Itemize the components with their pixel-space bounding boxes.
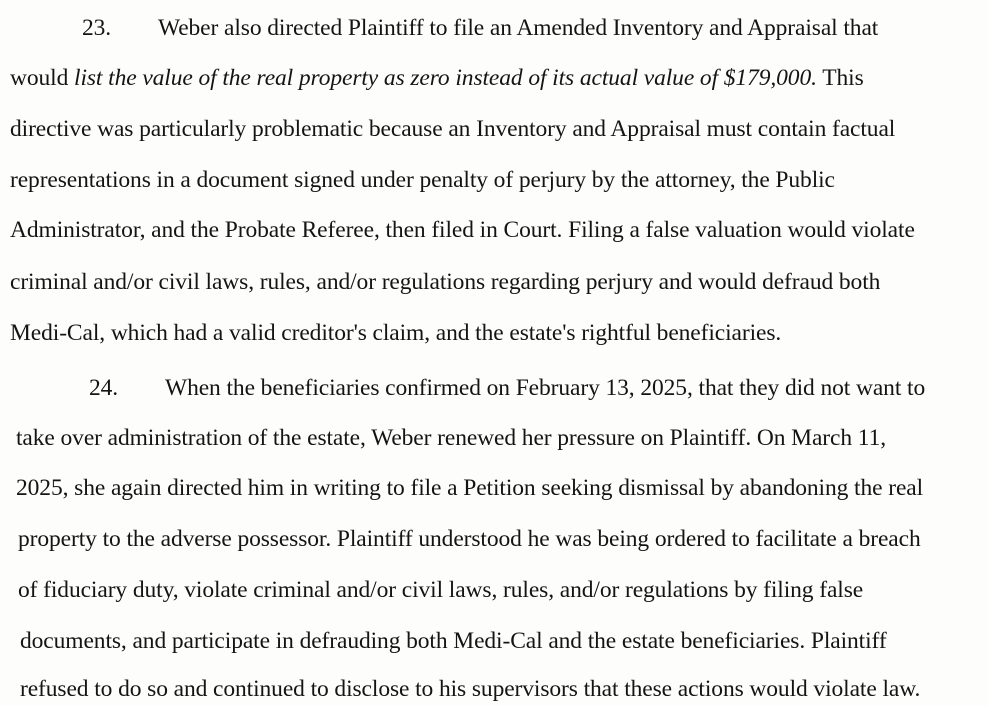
paragraph-24-line-4: property to the adverse possessor. Plaintiff understood he was being ordered to facilitate a breach	[18, 526, 921, 552]
paragraph-23-line-2: would list the value of the real property as zero instead of its actual value of $179,000. This	[10, 65, 864, 91]
paragraph-23-line-5: Administrator, and the Probate Referee, then filed in Court. Filing a false valuation would violate	[10, 217, 915, 243]
paragraph-24-line-5: of fiduciary duty, violate criminal and/or civil laws, rules, and/or regulations by filing false	[18, 577, 864, 603]
paragraph-23-line-3: directive was particularly problematic because an Inventory and Appraisal must contain factual	[10, 116, 896, 142]
paragraph-24-line-2: take over administration of the estate, Weber renewed her pressure on Plaintiff. On March 11,	[16, 425, 886, 451]
paragraph-23-line-1: Weber also directed Plaintiff to file an Amended Inventory and Appraisal that	[158, 15, 879, 41]
paragraph-24-line-6: documents, and participate in defrauding both Medi-Cal and the estate beneficiaries. Plaintiff	[20, 628, 887, 654]
paragraph-23-number: 23.	[82, 15, 112, 41]
italic-emphasis: list the value of the real property as zero instead of its actual value of $179,000.	[74, 65, 817, 91]
paragraph-23-line-4: representations in a document signed under penalty of perjury by the attorney, the Public	[10, 167, 835, 193]
paragraph-23-line-6: criminal and/or civil laws, rules, and/or regulations regarding perjury and would defraud both	[10, 269, 881, 295]
paragraph-23-line-7: Medi-Cal, which had a valid creditor's claim, and the estate's rightful beneficiaries.	[10, 320, 782, 346]
paragraph-24-number: 24.	[89, 375, 119, 401]
paragraph-24-line-7: refused to do so and continued to disclose to his supervisors that these actions would violate law.	[20, 676, 921, 702]
paragraph-24-line-3: 2025, she again directed him in writing to file a Petition seeking dismissal by abandoning the real	[16, 475, 924, 501]
paragraph-24-line-1: When the beneficiaries confirmed on February 13, 2025, that they did not want to	[165, 375, 926, 401]
